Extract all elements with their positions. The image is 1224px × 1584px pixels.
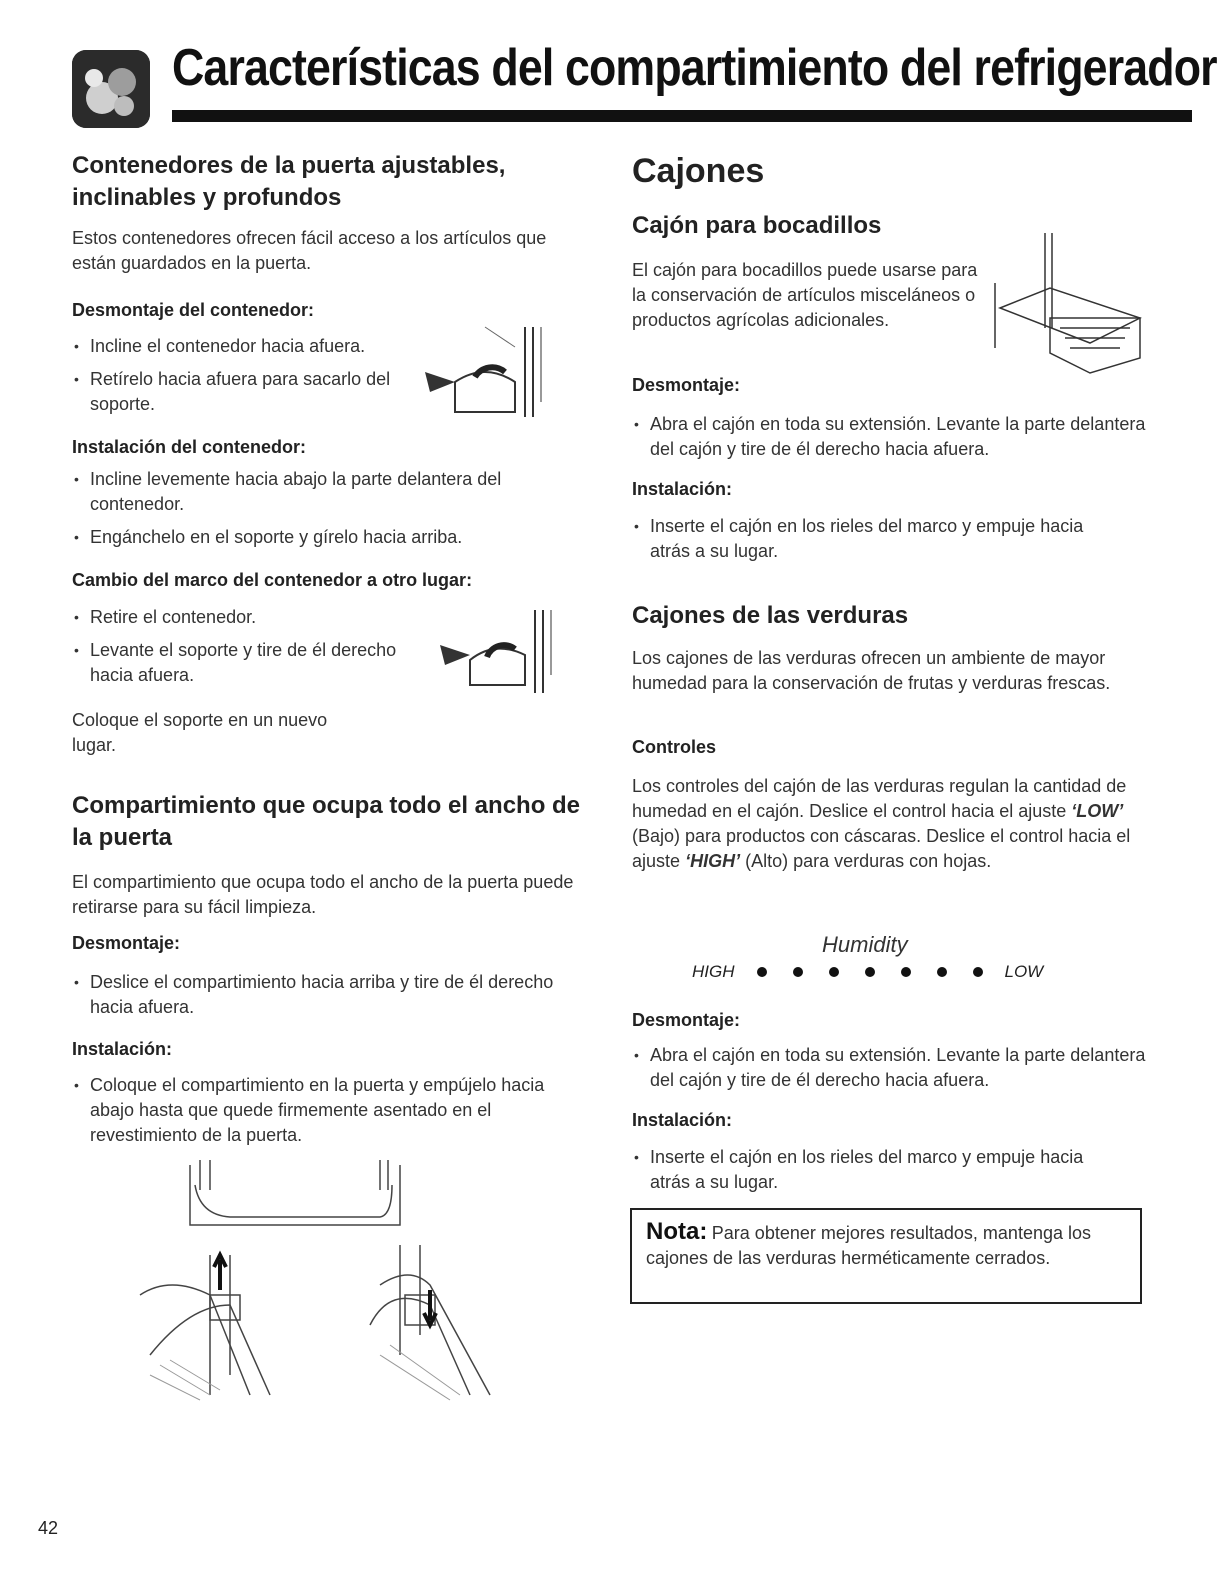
- note-text: Para obtener mejores resultados, mantenga los cajones de las verduras herméticamente cerrados.: [646, 1223, 1091, 1268]
- veg-remove-heading: Desmontaje:: [632, 1010, 741, 1030]
- page-number: 42: [38, 1518, 59, 1538]
- veg-install-heading: Instalación:: [632, 1110, 733, 1130]
- move-frame-after: Coloque el soporte en un nuevo lugar.: [72, 710, 328, 755]
- list-item: • Abra el cajón en toda su extensión. Levante la parte delantera del cajón y tire de él derecho hacia afuera.: [632, 1043, 1152, 1093]
- humidity-scale: [692, 962, 1043, 982]
- snack-drawer-illustration: [990, 228, 1150, 378]
- snack-drawer-intro: El cajón para bocadillos puede usarse para la conservación de artículos misceláneos o productos agrícolas adicionales.: [632, 260, 978, 330]
- controls-text: [632, 774, 1132, 874]
- list-item: • Inserte el cajón en los rieles del marco y empuje hacia atrás a su lugar.: [632, 514, 1122, 564]
- move-frame-list: [72, 605, 402, 696]
- page-title: Características del compartimiento del refrigerador: [172, 39, 1217, 97]
- subheading-text: Desmontaje:: [72, 933, 181, 953]
- veg-remove-list: [632, 1043, 1152, 1101]
- humidity-dot: [793, 967, 803, 977]
- veg-drawer-intro: Los cajones de las verduras ofrecen un ambiente de mayor humedad para la conservación de frutas y verduras frescas.: [632, 648, 1111, 693]
- install-bin-list: [72, 467, 582, 558]
- low-setting-label: ‘LOW’: [1071, 801, 1124, 821]
- subheading-text: Cambio del marco del contenedor a otro lugar:: [72, 570, 473, 590]
- humidity-dot: [901, 967, 911, 977]
- produce-icon: [72, 50, 150, 128]
- install-compartment-list: [72, 1073, 572, 1156]
- list-item: • Coloque el compartimiento en la puerta y empújelo hacia abajo hasta que quede firmemente asentado en el revestimiento de la puerta.: [72, 1073, 572, 1148]
- humidity-dots: [757, 967, 983, 977]
- humidity-high-label: HIGH: [692, 962, 735, 981]
- controls-heading: Controles: [632, 737, 717, 757]
- humidity-low-label: LOW: [1004, 962, 1044, 981]
- list-item: • Levante el soporte y tire de él derecho hacia afuera.: [72, 638, 402, 688]
- section-heading: Contenedores de la puerta ajustables, inclinables y profundos: [72, 152, 506, 211]
- humidity-dot: [865, 967, 875, 977]
- note-label: Nota:: [646, 1218, 708, 1245]
- list-item: • Engánchelo en el soporte y gírelo hacia arriba.: [72, 525, 582, 550]
- list-item: • Incline el contenedor hacia afuera.: [72, 334, 402, 359]
- veg-drawer-heading: Cajones de las verduras: [632, 602, 909, 629]
- section-intro: El compartimiento que ocupa todo el ancho de la puerta puede retirarse para su fácil limpieza.: [72, 872, 574, 917]
- section-full-width-bin: [72, 790, 592, 920]
- remove-compartment-list: [72, 970, 572, 1028]
- subheading-remove-compartment: [72, 933, 180, 954]
- snack-remove-list: [632, 412, 1152, 470]
- humidity-title: Humidity: [822, 932, 908, 957]
- list-item: • Inserte el cajón en los rieles del marco y empuje hacia atrás a su lugar.: [632, 1145, 1122, 1195]
- section-door-bins: [72, 150, 592, 276]
- veg-install-list: [632, 1145, 1122, 1203]
- subheading-text: Desmontaje del contenedor:: [72, 300, 315, 320]
- remove-bin-list: [72, 334, 402, 425]
- subheading-install-bin: [72, 437, 306, 458]
- subheading-text: Instalación del contenedor:: [72, 437, 307, 457]
- humidity-dot: [937, 967, 947, 977]
- snack-install-list: [632, 514, 1122, 572]
- bin-tilt-illustration: [415, 322, 575, 422]
- snack-install-heading: Instalación:: [632, 479, 733, 499]
- compartment-install-illustration: [130, 1155, 510, 1405]
- humidity-dot: [829, 967, 839, 977]
- snack-drawer-heading: Cajón para bocadillos: [632, 212, 882, 239]
- subheading-install-compartment: [72, 1039, 172, 1060]
- section-heading: Compartimiento que ocupa todo el ancho de la puerta: [72, 792, 581, 851]
- subheading-remove-bin: [72, 300, 314, 321]
- drawers-heading: Cajones: [632, 152, 765, 190]
- list-item: • Retire el contenedor.: [72, 605, 402, 630]
- humidity-dot: [973, 967, 983, 977]
- section-intro: Estos contenedores ofrecen fácil acceso a los artículos que están guardados en la puerta.: [72, 228, 547, 273]
- controls-text-part: Los controles del cajón de las verduras regulan la cantidad de humedad en el cajón. Deslice el control hacia el ajuste: [632, 776, 1127, 821]
- subheading-text: Instalación:: [72, 1039, 173, 1059]
- list-item: • Abra el cajón en toda su extensión. Levante la parte delantera del cajón y tire de él derecho hacia afuera.: [632, 412, 1152, 462]
- frame-lift-illustration: [435, 605, 575, 695]
- list-item: • Deslice el compartimiento hacia arriba y tire de él derecho hacia afuera.: [72, 970, 572, 1020]
- subheading-move-frame: [72, 570, 472, 591]
- controls-text-part: (Bajo) para productos con cáscaras. Deslice el control hacia el ajuste: [632, 826, 1131, 871]
- note-box: [630, 1208, 1142, 1304]
- list-item: • Incline levemente hacia abajo la parte delantera del contenedor.: [72, 467, 582, 517]
- controls-text-part: (Alto) para verduras con hojas.: [745, 851, 992, 871]
- list-item: • Retírelo hacia afuera para sacarlo del soporte.: [72, 367, 402, 417]
- humidity-dot: [757, 967, 767, 977]
- title-underline: [172, 110, 1192, 122]
- snack-remove-heading: Desmontaje:: [632, 375, 741, 395]
- high-setting-label: ‘HIGH’: [685, 851, 741, 871]
